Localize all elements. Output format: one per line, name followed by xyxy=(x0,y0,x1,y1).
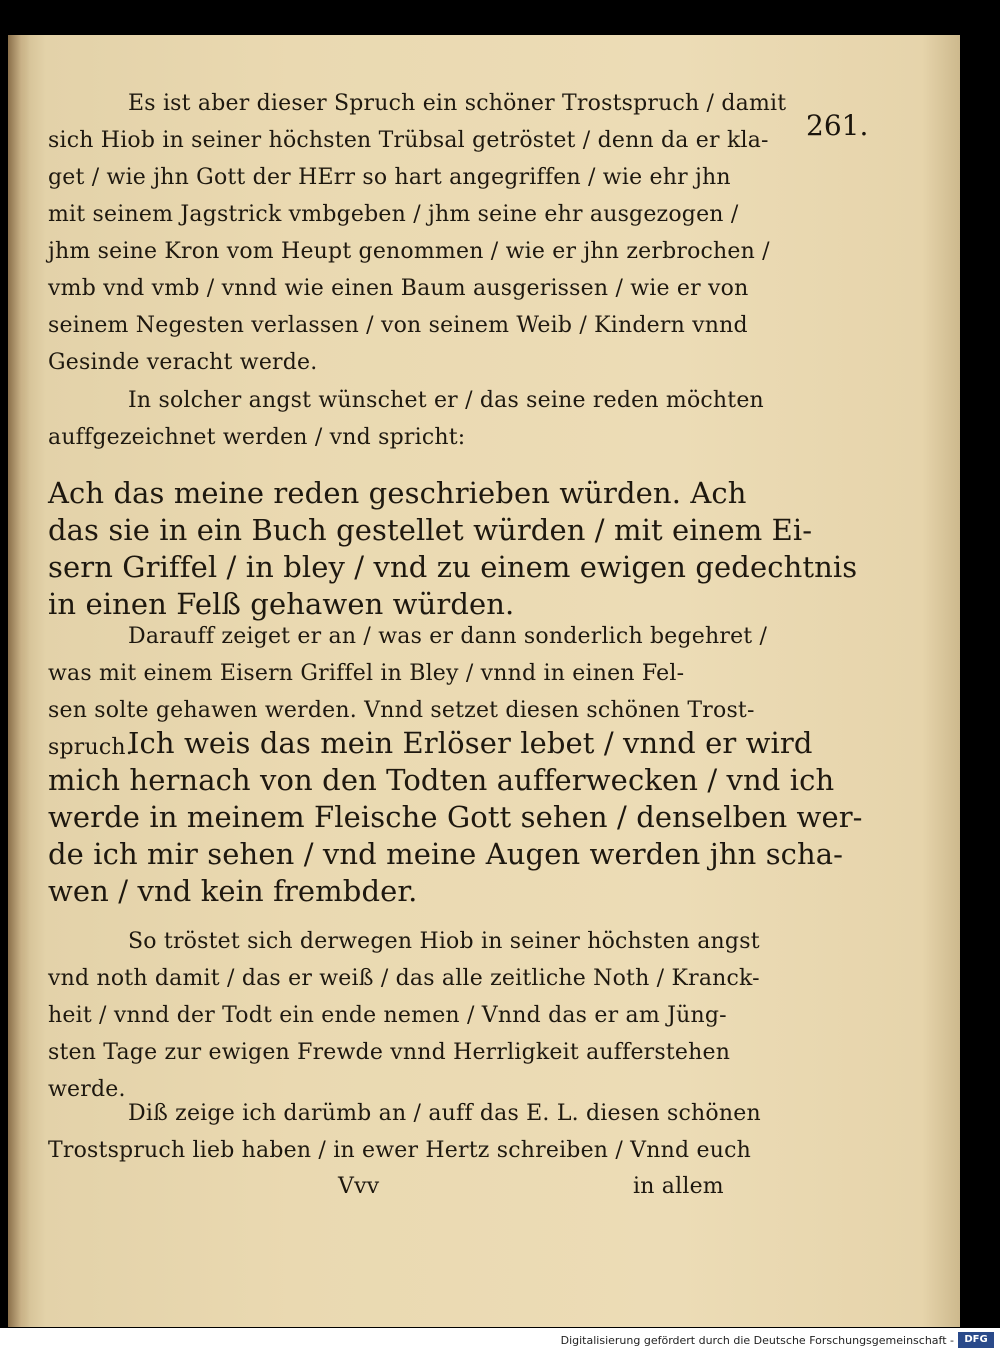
text-line: Diß zeige ich darümb an / auff das E. L. diesen schönen xyxy=(128,1101,761,1126)
text-line: Gesinde veracht werde. xyxy=(48,350,318,375)
text-line: seinem Negesten verlassen / von seinem Weib / Kindern vnnd xyxy=(48,313,748,338)
text-line: werde. xyxy=(48,1077,126,1102)
text-line: In solcher angst wünschet er / das seine reden möchten xyxy=(128,388,764,413)
paragraph-1 xyxy=(48,85,787,381)
text-line: vnd noth damit / das er weiß / das alle zeitliche Noth / Kranck- xyxy=(48,966,760,991)
quote-block-1 xyxy=(48,475,858,623)
text-line: sten Tage zur ewigen Frewde vnnd Herrligkeit aufferstehen xyxy=(48,1040,731,1065)
page-gutter-shadow xyxy=(8,35,30,1327)
catchword: in allem xyxy=(633,1174,724,1199)
text-line: Trostspruch lieb haben / in ewer Hertz schreiben / Vnnd euch xyxy=(48,1138,751,1163)
quote-block-2 xyxy=(48,725,863,910)
text-line: was mit einem Eisern Griffel in Bley / vnnd in einen Fel- xyxy=(48,661,685,686)
quote-line: werde in meinem Fleische Gott sehen / denselben wer- xyxy=(48,800,863,834)
funding-credit: Digitalisierung gefördert durch die Deutsche Forschungsgemeinschaft - xyxy=(560,1334,954,1347)
text-line: heit / vnnd der Todt ein ende nemen / Vnnd das er am Jüng- xyxy=(48,1003,727,1028)
quote-line: in einen Felß gehawen würden. xyxy=(48,587,515,621)
text-line: auffgezeichnet werden / vnd spricht: xyxy=(48,425,466,450)
text-line: Es ist aber dieser Spruch ein schöner Trostspruch / damit xyxy=(128,91,787,116)
quote-line: mich hernach von den Todten aufferwecken / vnd ich xyxy=(48,763,835,797)
text-line: sich Hiob in seiner höchsten Trübsal getröstet / denn da er kla- xyxy=(48,128,769,153)
footer-bar xyxy=(0,1328,1000,1355)
text-line: mit seinem Jagstrick vmbgeben / jhm seine ehr ausgezogen / xyxy=(48,202,739,227)
book-page xyxy=(8,35,960,1327)
paragraph-4 xyxy=(48,923,760,1108)
quote-line: sern Griffel / in bley / vnd zu einem ewigen gedechtnis xyxy=(48,550,858,584)
quote-line: das sie in ein Buch gestellet würden / mit einem Ei- xyxy=(48,513,813,547)
quote-line: wen / vnd kein frembder. xyxy=(48,874,418,908)
text-line: get / wie jhn Gott der HErr so hart angegriffen / wie ehr jhn xyxy=(48,165,731,190)
signature-mark: Vvv xyxy=(338,1174,380,1199)
quote-line: Ich weis das mein Erlöser lebet / vnnd er wird xyxy=(128,726,813,760)
paragraph-2 xyxy=(48,382,764,456)
quote-line: de ich mir sehen / vnd meine Augen werden jhn scha- xyxy=(48,837,844,871)
page-number: 261. xyxy=(806,109,869,142)
text-line: jhm seine Kron vom Heupt genommen / wie er jhn zerbrochen / xyxy=(48,239,770,264)
text-line: vmb vnd vmb / vnnd wie einen Baum ausgerissen / wie er von xyxy=(48,276,749,301)
dfg-logo: DFG xyxy=(958,1332,994,1348)
text-line: sen solte gehawen werden. Vnnd setzet diesen schönen Trost- xyxy=(48,698,755,723)
text-line: Darauff zeiget er an / was er dann sonderlich begehret / xyxy=(128,624,768,649)
text-line: So tröstet sich derwegen Hiob in seiner höchsten angst xyxy=(128,929,760,954)
text-line: spruch. xyxy=(48,735,133,760)
paragraph-5 xyxy=(48,1095,761,1169)
quote-line: Ach das meine reden geschrieben würden. Ach xyxy=(48,476,747,510)
